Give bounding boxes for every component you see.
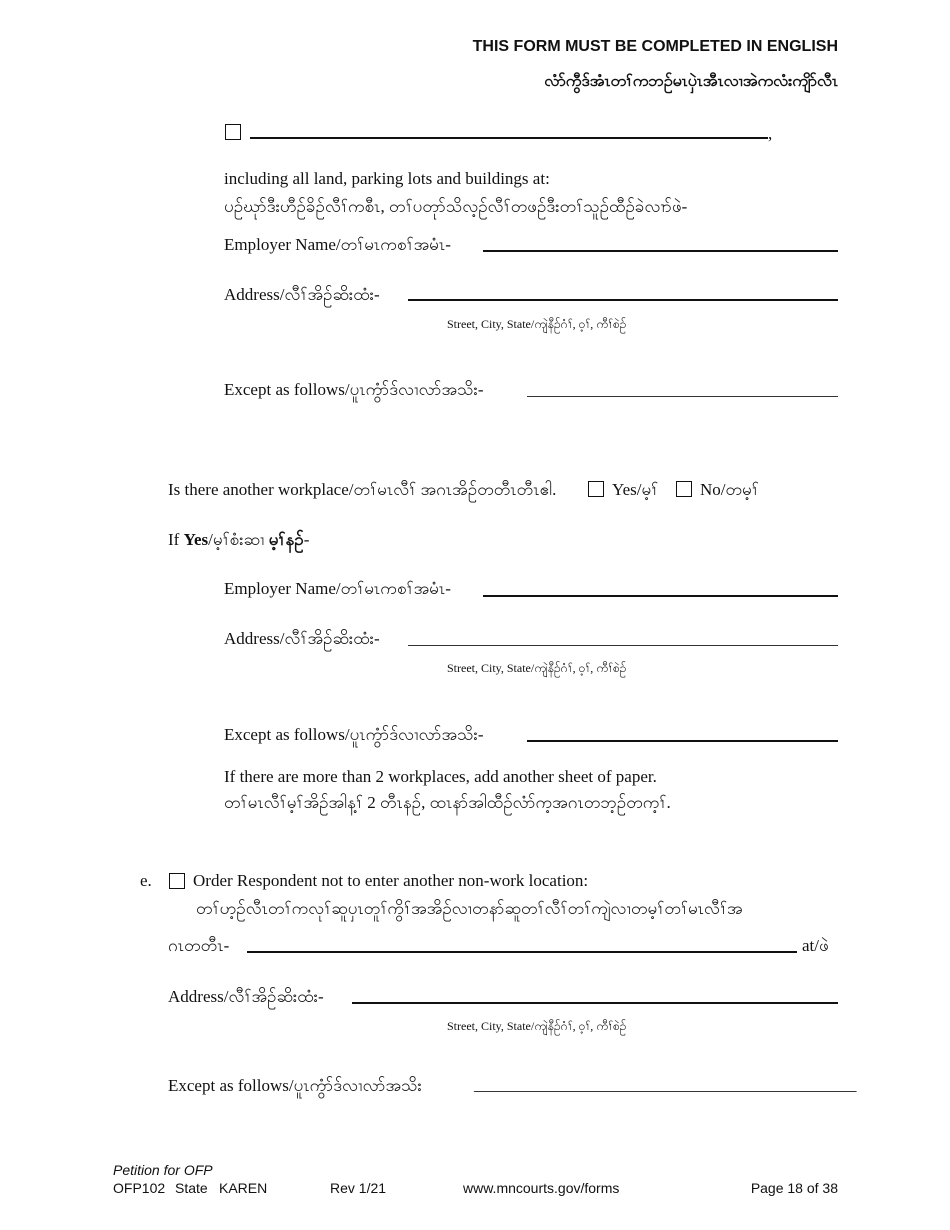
section-e-title: Order Respondent not to enter another non-work location:: [193, 871, 589, 890]
address-label-2: Address/လီၢ်အိဉ်ဆိးထံး-: [224, 629, 380, 648]
address-field[interactable]: [408, 299, 838, 301]
employer-name-label-2: Employer Name/တၢ်မၤကစၢ်အမံၤ-: [224, 579, 451, 598]
address-hint: Street, City, State/ကျဲနီဉ်ဂံၢ်, ဝ့ၢ်, ကီၢ်စဲဉ်: [447, 317, 627, 331]
footer-revision: Rev 1/21: [330, 1180, 387, 1196]
footer-language: KAREN: [219, 1180, 268, 1196]
another-workplace-question: Is there another workplace/တၢ်မၤလီၢ် အဂၤအိဉ်တတီၤတီၤဧါ.: [168, 480, 557, 499]
section-e-letter: e.: [140, 871, 152, 890]
at-label: at/ဖဲ: [802, 936, 829, 955]
except-as-follows-field[interactable]: [527, 396, 838, 397]
employer-name-label: Employer Name/တၢ်မၤကစၢ်အမံၤ-: [224, 235, 451, 254]
address-field-2[interactable]: [408, 645, 838, 646]
address-field-3[interactable]: [352, 1002, 838, 1004]
address-hint-3: Street, City, State/ကျဲနီဉ်ဂံၢ်, ဝ့ၢ်, ကီၢ်စဲဉ်: [447, 1019, 627, 1033]
more-workplaces-note-karen: တၢ်မၤလီၢ်မ့ၢ်အိဉ်အါန့ၢ် 2 တီၤနဉ်, ထၤနာ်အါထီဉ်လံာ်က့အဂၤတဘ့ဉ်တက့ၢ်.: [224, 793, 671, 812]
language-notice: THIS FORM MUST BE COMPLETED IN ENGLISH: [472, 38, 838, 55]
footer-title: Petition for OFP: [113, 1162, 213, 1178]
including-land-text-karen: ပဉ်ဃုာ်ဒီးဟီဉ်ခိဉ်လီၢ်ကစီၤ, တၢ်ပတုာ်သိလ့ဉ်လီၢ်တဖဉ်ဒီးတၢ်သူဉ်ထီဉ်ခဲလၢာ်ဖဲ-: [224, 197, 688, 216]
address-label-3: Address/လီၢ်အိဉ်ဆိးထံး-: [168, 987, 324, 1006]
address-hint-2: Street, City, State/ကျဲနီဉ်ဂံၢ်, ဝ့ၢ်, ကီၢ်စဲဉ်: [447, 661, 627, 675]
including-land-text: including all land, parking lots and buildings at:: [224, 169, 550, 188]
footer-state: State: [175, 1180, 208, 1196]
language-notice-karen: လံာ်ကွီဒ်အံၤတၢ်ကဘဉ်မၤပှဲၤအီၤလၢအဲကလံးကျိာ်လီၤ: [544, 73, 838, 90]
top-blank-line[interactable]: [250, 137, 768, 139]
location-field[interactable]: [247, 951, 797, 953]
yes-label: Yes/မ့ၢ်: [612, 480, 659, 499]
section-e-title-karen-cont: ဂၤတတီၤ-: [168, 936, 230, 955]
section-e-checkbox[interactable]: [169, 873, 185, 889]
no-checkbox[interactable]: [676, 481, 692, 497]
employer-name-field[interactable]: [483, 250, 838, 252]
no-label: No/တမ့ၢ်: [700, 480, 759, 499]
except-as-follows-label: Except as follows/ပူၤကွံာ်ဒ်လၢလာ်အသိး-: [224, 380, 484, 399]
yes-checkbox[interactable]: [588, 481, 604, 497]
address-label: Address/လီၢ်အိဉ်ဆိးထံး-: [224, 285, 380, 304]
footer-form-code: OFP102: [113, 1180, 166, 1196]
if-yes-text: If Yes/မ့ၢ်စံးဆၢ မ့ၢ်နဉ်-: [168, 530, 310, 549]
top-checkbox[interactable]: [225, 124, 241, 140]
section-e-title-karen: တၢ်ဟ့ဉ်လီၤတၢ်ကလုၢ်ဆူပှၤတူၢ်ကွိၢ်အအိဉ်လၢတနာ်ဆူတၢ်လီၢ်တၢ်ကျဲလၢတမ့ၢ်တၢ်မၤလီၢ်အ: [196, 899, 743, 918]
top-comma: ,: [768, 124, 773, 143]
except-as-follows-field-2[interactable]: [527, 740, 838, 742]
footer-url[interactable]: www.mncourts.gov/forms: [463, 1180, 620, 1196]
footer-page-number: Page 18 of 38: [750, 1180, 838, 1196]
except-as-follows-field-3[interactable]: _____________________________________________: [474, 1075, 857, 1094]
employer-name-field-2[interactable]: [483, 595, 838, 597]
except-as-follows-label-3: Except as follows/ပူၤကွံာ်ဒ်လၢလာ်အသိး: [168, 1076, 422, 1095]
except-as-follows-label-2: Except as follows/ပူၤကွံာ်ဒ်လၢလာ်အသိး-: [224, 725, 484, 744]
more-workplaces-note: If there are more than 2 workplaces, add another sheet of paper.: [224, 767, 657, 786]
